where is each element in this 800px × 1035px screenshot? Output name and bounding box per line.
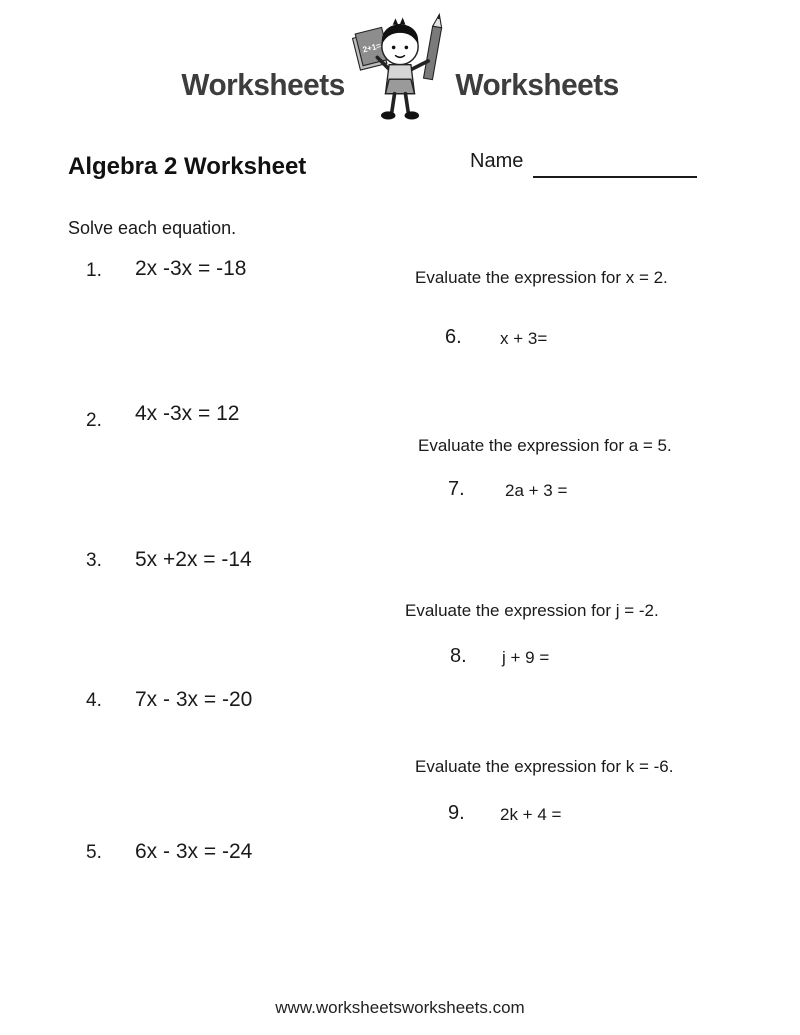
problem-number: 1. — [86, 260, 102, 281]
name-label: Name — [470, 150, 524, 172]
problem-number: 5. — [86, 842, 102, 863]
papers-label: 2+1= — [361, 41, 383, 55]
logo-right-text: Worksheets — [455, 67, 619, 102]
problem-equation: 4x -3x = 12 — [135, 402, 240, 425]
eval-expression: 2k + 4 = — [500, 805, 562, 824]
problem-equation: 2x -3x = -18 — [135, 257, 247, 280]
eval-expression: x + 3= — [500, 329, 548, 348]
footer-url: www.worksheetsworksheets.com — [275, 998, 525, 1017]
problem-equation: 5x +2x = -14 — [135, 548, 252, 571]
problem-number: 4. — [86, 690, 102, 711]
eval-expression: 2a + 3 = — [505, 481, 568, 500]
logo — [0, 12, 800, 130]
eval-prompt: Evaluate the expression for x = 2. — [415, 268, 668, 287]
logo-left-text: Worksheets — [181, 67, 345, 102]
problem-equation: 6x - 3x = -24 — [135, 840, 253, 863]
eval-number: 9. — [448, 802, 465, 824]
eval-expression: j + 9 = — [502, 648, 550, 667]
instruction-text: Solve each equation. — [68, 218, 237, 238]
eval-number: 8. — [450, 645, 467, 667]
problem-number: 3. — [86, 550, 102, 571]
eval-number: 6. — [445, 326, 462, 348]
eval-prompt: Evaluate the expression for k = -6. — [415, 757, 674, 776]
eval-prompt: Evaluate the expression for a = 5. — [418, 436, 672, 455]
kid-mascot-icon — [350, 12, 450, 130]
pencil-icon — [424, 14, 444, 80]
name-blank-line — [533, 152, 697, 178]
problem-equation: 7x - 3x = -20 — [135, 688, 253, 711]
eval-number: 7. — [448, 478, 465, 500]
problem-number: 2. — [86, 410, 102, 431]
eval-prompt: Evaluate the expression for j = -2. — [405, 601, 659, 620]
page-title: Algebra 2 Worksheet — [68, 153, 307, 180]
